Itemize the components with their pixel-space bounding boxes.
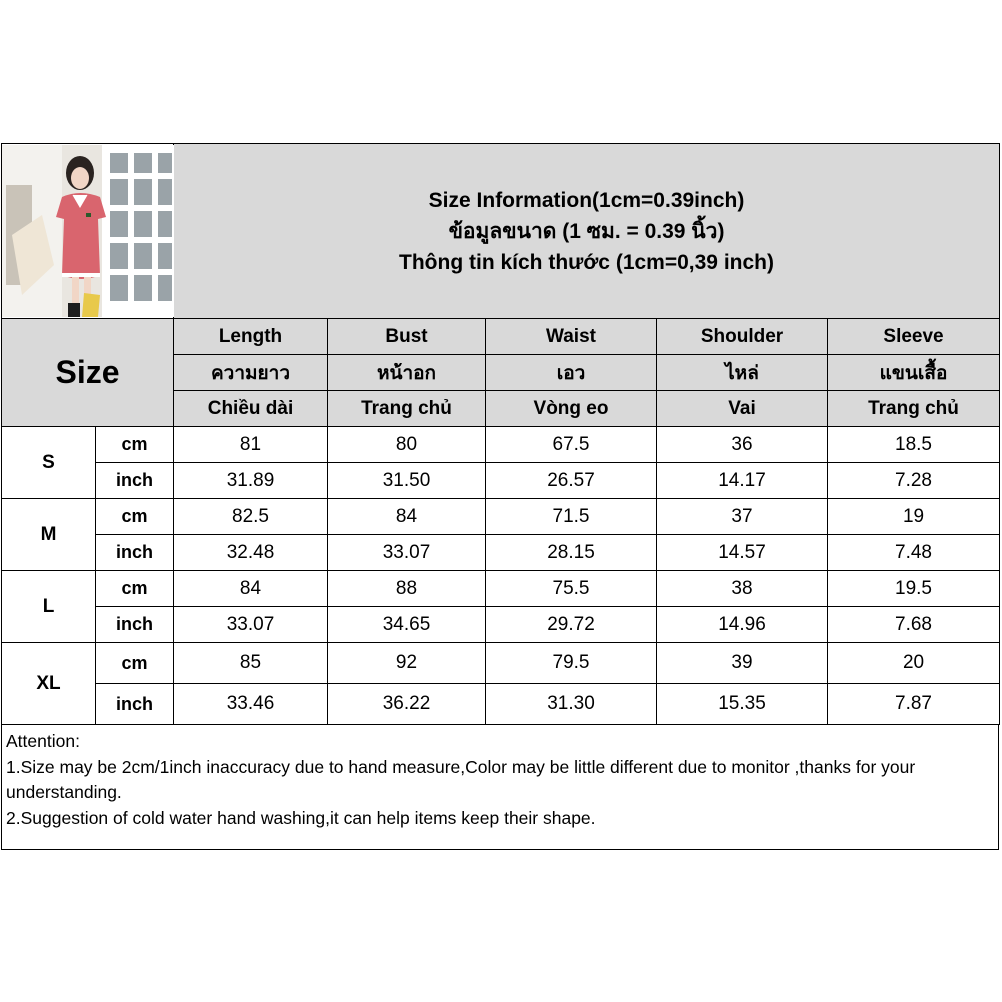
col-sleeve-vi: Trang chủ [828,391,1000,427]
cell-l-cm-shoulder: 38 [657,571,828,607]
col-bust-en: Bust [328,319,486,355]
cell-l-cm-length: 84 [174,571,328,607]
cell-l-inch-length: 33.07 [174,607,328,643]
cell-xl-cm-sleeve: 20 [828,643,1000,684]
cell-xl-inch-sleeve: 7.87 [828,684,1000,725]
unit-inch: inch [96,535,174,571]
cell-l-inch-sleeve: 7.68 [828,607,1000,643]
cell-s-inch-sleeve: 7.28 [828,463,1000,499]
unit-inch: inch [96,684,174,725]
col-shoulder-vi: Vai [657,391,828,427]
col-length-vi: Chiều dài [174,391,328,427]
col-length-en: Length [174,319,328,355]
col-bust-th: หน้าอก [328,355,486,391]
table-row [2,499,1000,535]
cell-s-inch-bust: 31.50 [328,463,486,499]
table-row [2,535,1000,571]
table-row [2,684,1000,725]
cell-l-inch-bust: 34.65 [328,607,486,643]
cell-s-cm-waist: 67.5 [486,427,657,463]
cell-l-inch-shoulder: 14.96 [657,607,828,643]
cell-l-cm-sleeve: 19.5 [828,571,1000,607]
table-row [2,427,1000,463]
cell-xl-cm-waist: 79.5 [486,643,657,684]
unit-cm: cm [96,643,174,684]
cell-xl-inch-bust: 36.22 [328,684,486,725]
cell-m-inch-waist: 28.15 [486,535,657,571]
cell-l-cm-bust: 88 [328,571,486,607]
size-info-header [174,144,1000,319]
cell-m-cm-shoulder: 37 [657,499,828,535]
size-name-m: M [2,499,96,571]
size-chart [1,143,999,850]
size-table [1,143,1000,725]
table-row [2,463,1000,499]
cell-xl-cm-bust: 92 [328,643,486,684]
cell-s-cm-shoulder: 36 [657,427,828,463]
cell-s-inch-waist: 26.57 [486,463,657,499]
cell-m-inch-bust: 33.07 [328,535,486,571]
cell-m-cm-bust: 84 [328,499,486,535]
cell-s-cm-length: 81 [174,427,328,463]
table-row [2,607,1000,643]
col-length-th: ความยาว [174,355,328,391]
col-waist-en: Waist [486,319,657,355]
cell-l-inch-waist: 29.72 [486,607,657,643]
unit-cm: cm [96,427,174,463]
col-shoulder-th: ไหล่ [657,355,828,391]
col-sleeve-en: Sleeve [828,319,1000,355]
size-name-s: S [2,427,96,499]
unit-inch: inch [96,607,174,643]
col-waist-vi: Vòng eo [486,391,657,427]
attention-note-1: 1.Size may be 2cm/1inch inaccuracy due to hand measure,Color may be little different due to monitor ,thanks for your understanding. [6,756,916,802]
header-title-th: ข้อมูลขนาด (1 ซม. = 0.39 นิ้ว) [448,219,725,243]
table-row [2,571,1000,607]
unit-inch: inch [96,463,174,499]
cell-m-inch-sleeve: 7.48 [828,535,1000,571]
table-row [2,643,1000,684]
col-bust-vi: Trang chủ [328,391,486,427]
cell-xl-inch-length: 33.46 [174,684,328,725]
cell-s-cm-bust: 80 [328,427,486,463]
cell-m-inch-length: 32.48 [174,535,328,571]
header-title-vi: Thông tin kích thước (1cm=0,39 inch) [399,250,774,274]
cell-s-cm-sleeve: 18.5 [828,427,1000,463]
col-waist-th: เอว [486,355,657,391]
cell-s-inch-shoulder: 14.17 [657,463,828,499]
cell-m-cm-length: 82.5 [174,499,328,535]
cell-xl-inch-waist: 31.30 [486,684,657,725]
cell-m-cm-waist: 71.5 [486,499,657,535]
cell-m-cm-sleeve: 19 [828,499,1000,535]
col-shoulder-en: Shoulder [657,319,828,355]
product-photo [2,144,174,319]
size-name-l: L [2,571,96,643]
header-title-en: Size Information(1cm=0.39inch) [428,188,745,212]
model-in-dress-image [2,145,174,317]
attention-note-2: 2.Suggestion of cold water hand washing,it can help items keep their shape. [6,807,596,828]
cell-xl-cm-shoulder: 39 [657,643,828,684]
size-column-label: Size [2,319,174,427]
attention-title: Attention: [6,731,80,751]
unit-cm: cm [96,571,174,607]
cell-xl-cm-length: 85 [174,643,328,684]
size-name-xl: XL [2,643,96,725]
cell-l-cm-waist: 75.5 [486,571,657,607]
col-sleeve-th: แขนเสื้อ [828,355,1000,391]
cell-s-inch-length: 31.89 [174,463,328,499]
cell-xl-inch-shoulder: 15.35 [657,684,828,725]
attention-notes [1,725,999,850]
unit-cm: cm [96,499,174,535]
cell-m-inch-shoulder: 14.57 [657,535,828,571]
